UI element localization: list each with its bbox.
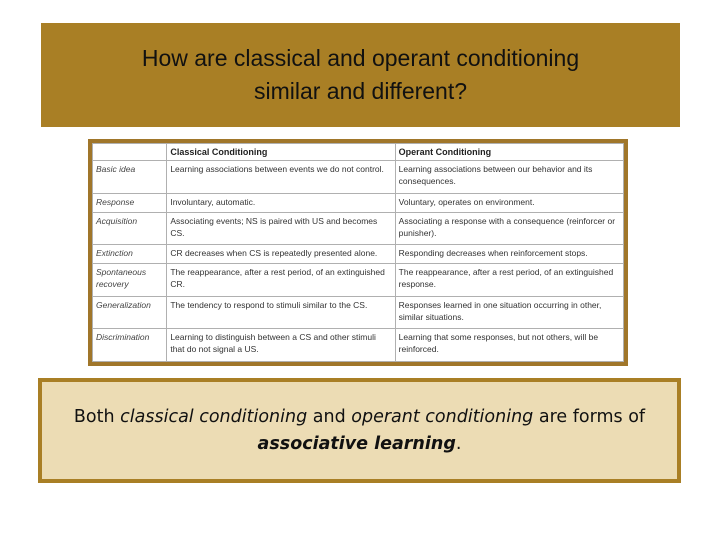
slide-title bbox=[61, 42, 661, 108]
row-label: Generalization bbox=[93, 296, 167, 329]
comparison-table bbox=[92, 143, 624, 362]
table-row bbox=[93, 296, 624, 329]
title-banner bbox=[41, 23, 680, 127]
classical-cell: CR decreases when CS is repeatedly presented alone. bbox=[167, 245, 395, 264]
term-classical-conditioning: classical conditioning bbox=[120, 406, 308, 427]
classical-cell: The reappearance, after a rest period, of an extinguished CR. bbox=[167, 264, 395, 297]
row-label: Discrimination bbox=[93, 329, 167, 362]
title-line-2: similar and different? bbox=[253, 78, 468, 104]
operant-cell: Responding decreases when reinforcement stops. bbox=[395, 245, 623, 264]
classical-cell: Learning to distinguish between a CS and other stimuli that do not signal a US. bbox=[167, 329, 395, 362]
table-row bbox=[93, 212, 624, 245]
table-row bbox=[93, 245, 624, 264]
classical-cell: Involuntary, automatic. bbox=[167, 193, 395, 212]
header-operant: Operant Conditioning bbox=[395, 144, 623, 161]
classical-cell: Associating events; NS is paired with US and becomes CS. bbox=[167, 212, 395, 245]
row-label: Extinction bbox=[93, 245, 167, 264]
classical-cell: Learning associations between events we do not control. bbox=[167, 161, 395, 194]
header-empty bbox=[93, 144, 167, 161]
row-label: Basic idea bbox=[93, 161, 167, 194]
classical-cell: The tendency to respond to stimuli similar to the CS. bbox=[167, 296, 395, 329]
summary-part-3: are forms of bbox=[533, 406, 646, 427]
row-label: Acquisition bbox=[93, 212, 167, 245]
operant-cell: The reappearance, after a rest period, of an extinguished response. bbox=[395, 264, 623, 297]
operant-cell: Learning that some responses, but not others, will be reinforced. bbox=[395, 329, 623, 362]
term-associative-learning: associative learning bbox=[257, 433, 456, 454]
summary-text bbox=[45, 404, 675, 458]
operant-cell: Responses learned in one situation occurring in other, similar situations. bbox=[395, 296, 623, 329]
header-classical: Classical Conditioning bbox=[167, 144, 395, 161]
summary-part-2: and bbox=[307, 406, 352, 427]
row-label: Response bbox=[93, 193, 167, 212]
operant-cell: Voluntary, operates on environment. bbox=[395, 193, 623, 212]
table-header-row bbox=[93, 144, 624, 161]
table-row bbox=[93, 264, 624, 297]
table-row bbox=[93, 329, 624, 362]
operant-cell: Learning associations between our behavior and its consequences. bbox=[395, 161, 623, 194]
summary-part-4: . bbox=[455, 433, 462, 454]
operant-cell: Associating a response with a consequence (reinforcer or punisher). bbox=[395, 212, 623, 245]
summary-box bbox=[38, 378, 681, 483]
comparison-table-frame bbox=[88, 139, 628, 366]
table-row bbox=[93, 193, 624, 212]
term-operant-conditioning: operant conditioning bbox=[351, 406, 534, 427]
summary-part-1: Both bbox=[73, 406, 121, 427]
title-line-1: How are classical and operant conditioning bbox=[141, 45, 580, 71]
row-label: Spontaneous recovery bbox=[93, 264, 167, 297]
table-row bbox=[93, 161, 624, 194]
